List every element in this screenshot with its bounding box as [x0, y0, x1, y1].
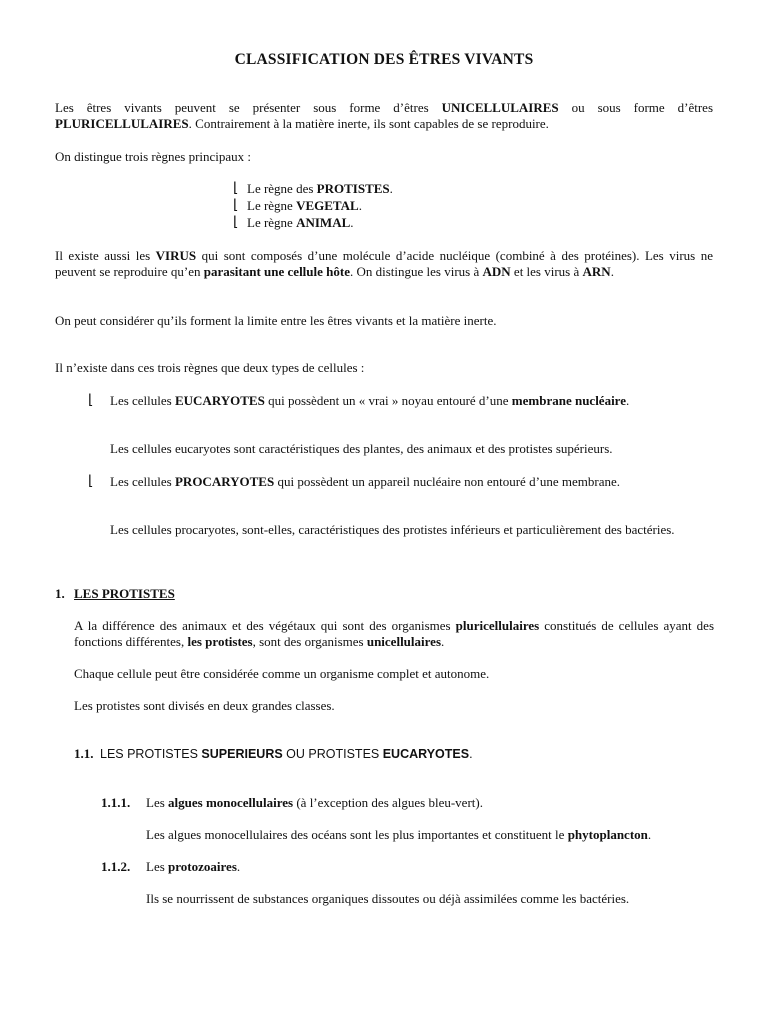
virus-bold: VIRUS	[155, 248, 197, 263]
virus-paragraph	[55, 248, 713, 280]
intro-text: . Contrairement à la matière inerte, ils sont capables de se reproduire.	[188, 116, 549, 131]
regnes-intro: On distingue trois règnes principaux :	[55, 149, 252, 164]
list-item-text: Le règne	[247, 215, 297, 230]
subsubsection-text: .	[647, 827, 652, 842]
list-item-text: .	[358, 198, 362, 213]
procaryotes-item	[110, 474, 714, 490]
section-bold: les protistes	[187, 634, 253, 649]
virus-text: et les virus à	[510, 264, 583, 279]
subsubsection-heading	[146, 859, 240, 875]
subsubsection-detail: Ils se nourrissent de substances organiques dissoutes ou déjà assimilées comme les bactéries.	[146, 891, 630, 906]
subsubsection-bold: phytoplancton	[567, 827, 648, 842]
section-text: .	[441, 634, 445, 649]
list-item	[247, 215, 354, 231]
subsubsection-number: 1.1.2.	[101, 859, 131, 874]
eucaryotes-item	[110, 393, 714, 409]
intro-bold: UNICELLULAIRES	[441, 100, 559, 115]
subsubsection-text: Les algues monocellulaires des océans sont les plus importantes et constituent le	[146, 827, 568, 842]
subsection-bold: SUPERIEURS	[201, 747, 283, 761]
procaryotes-text: Les cellules	[110, 474, 175, 489]
section-text: A la différence des animaux et des végétaux qui sont des organismes	[74, 618, 456, 633]
subsubsection-text: Les	[146, 859, 169, 874]
bullet-icon: ⌊	[88, 473, 94, 489]
intro-paragraph	[55, 100, 713, 132]
list-item-text: Le règne	[247, 198, 297, 213]
subsection-number: 1.1.	[74, 746, 94, 761]
bullet-icon: ⌊	[233, 180, 239, 196]
section-bold: unicellulaires	[366, 634, 441, 649]
subsection-heading	[100, 746, 473, 762]
procaryotes-bold: PROCARYOTES	[174, 474, 275, 489]
subsubsection-number: 1.1.1.	[101, 795, 131, 810]
section-heading-text: LES PROTISTES	[74, 586, 175, 601]
eucaryotes-detail: Les cellules eucaryotes sont caractéristiques des plantes, des animaux et des protistes supérieurs.	[110, 441, 613, 456]
eucaryotes-text: .	[626, 393, 630, 408]
subsubsection-text: Les	[146, 795, 169, 810]
list-item-bold: ANIMAL	[296, 215, 351, 230]
section-paragraph	[74, 618, 714, 650]
bullet-icon: ⌊	[233, 214, 239, 230]
eucaryotes-bold: membrane nucléaire	[511, 393, 626, 408]
list-item-text: .	[350, 215, 354, 230]
subsubsection-bold: protozoaires	[168, 859, 237, 874]
section-text: , sont des organismes	[252, 634, 367, 649]
virus-bold: ARN	[582, 264, 611, 279]
virus-bold: ADN	[482, 264, 511, 279]
procaryotes-detail: Les cellules procaryotes, sont-elles, caractéristiques des protistes inférieurs et particulièrement des bactéries.	[110, 522, 675, 537]
virus-text: . On distingue les virus à	[349, 264, 483, 279]
list-item-bold: VEGETAL	[296, 198, 359, 213]
bullet-icon: ⌊	[88, 392, 94, 408]
eucaryotes-text: qui possèdent un « vrai » noyau entouré d’une	[264, 393, 512, 408]
list-item-text: Le règne des	[247, 181, 317, 196]
subsubsection-text: (à l’exception des algues bleu-vert).	[293, 795, 483, 810]
section-number: 1.	[55, 586, 65, 601]
limite-paragraph: On peut considérer qu’ils forment la limite entre les êtres vivants et la matière inerte.	[55, 313, 497, 328]
cells-intro: Il n’existe dans ces trois règnes que deux types de cellules :	[55, 360, 365, 375]
subsubsection-detail	[146, 827, 713, 843]
subsubsection-bold: algues monocellulaires	[168, 795, 294, 810]
subsection-text: .	[469, 747, 473, 761]
subsection-bold: EUCARYOTES	[382, 747, 470, 761]
page-title: CLASSIFICATION DES ÊTRES VIVANTS	[234, 51, 534, 68]
list-item-text: .	[389, 181, 393, 196]
list-item	[247, 181, 393, 197]
eucaryotes-bold: EUCARYOTES	[174, 393, 265, 408]
virus-bold: parasitant une cellule hôte	[203, 264, 350, 279]
intro-text: ou sous forme d’êtres	[558, 100, 714, 115]
list-item	[247, 198, 362, 214]
eucaryotes-text: Les cellules	[110, 393, 175, 408]
section-paragraph: Les protistes sont divisés en deux grandes classes.	[74, 698, 335, 713]
bullet-icon: ⌊	[233, 197, 239, 213]
list-item-bold: PROTISTES	[316, 181, 390, 196]
intro-text: Les êtres vivants peuvent se présenter sous forme d’êtres	[55, 100, 442, 115]
section-paragraph: Chaque cellule peut être considérée comme un organisme complet et autonome.	[74, 666, 490, 681]
intro-bold: PLURICELLULAIRES	[55, 116, 189, 131]
subsection-text: OU PROTISTES	[282, 747, 383, 761]
virus-text: .	[610, 264, 614, 279]
section-heading	[74, 586, 175, 602]
subsection-text: LES PROTISTES	[100, 747, 202, 761]
section-bold: pluricellulaires	[455, 618, 540, 633]
virus-text: qui sont composés d’une molécule d’acide nucléique (combiné à des protéines). Les virus ne peuvent se reproduire qu’en	[55, 248, 713, 279]
subsubsection-heading	[146, 795, 483, 811]
virus-text: Il existe aussi les	[55, 248, 156, 263]
subsubsection-text: .	[236, 859, 241, 874]
procaryotes-text: qui possèdent un appareil nucléaire non entouré d’une membrane.	[274, 474, 621, 489]
section-text: constitués de cellules ayant des fonctions différentes,	[74, 618, 715, 649]
